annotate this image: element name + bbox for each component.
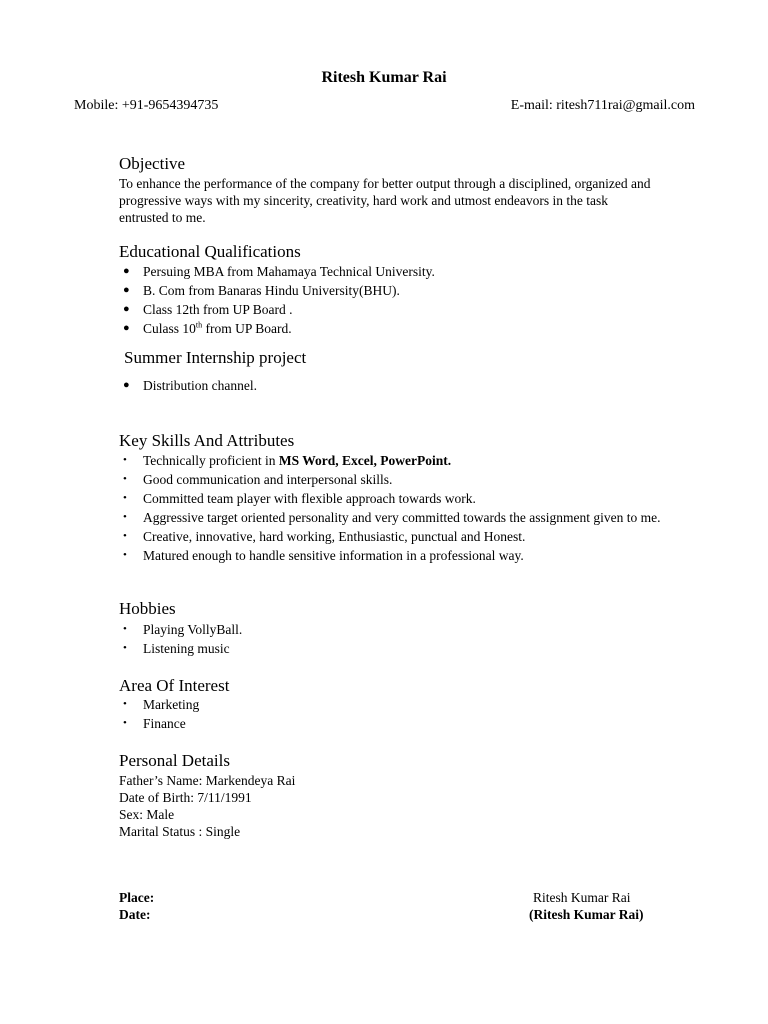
mobile-number: Mobile: +91-9654394735 xyxy=(74,98,219,113)
date-of-birth: Date of Birth: 7/11/1991 xyxy=(119,790,252,805)
list-item: • Matured enough to handle sensitive information in a professional way. xyxy=(123,548,524,563)
email-address: E-mail: ritesh711rai@gmail.com xyxy=(510,98,695,113)
candidate-name: Ritesh Kumar Rai xyxy=(321,69,447,86)
bullet-icon: • xyxy=(123,511,127,523)
date-label: Date: xyxy=(119,907,151,922)
education-list xyxy=(119,262,435,338)
bullet-icon: • xyxy=(123,623,127,635)
skills-heading: Key Skills And Attributes xyxy=(119,431,295,450)
interest-heading: Area Of Interest xyxy=(119,676,230,695)
list-item: ● Distribution channel. xyxy=(123,378,257,393)
bullet-icon: • xyxy=(123,454,127,466)
list-item: • Committed team player with flexible approach towards work. xyxy=(123,491,476,506)
personal-details xyxy=(119,772,295,840)
bullet-icon: • xyxy=(123,492,127,504)
objective-text: To enhance the performance of the company for better output through a disciplined, organized and progressive ways with my sincerity, creativity, hard work and utmost endeavors in the task entrusted to me. xyxy=(119,176,651,225)
signature-name: Ritesh Kumar Rai xyxy=(533,890,631,905)
skills-list xyxy=(119,451,699,565)
bullet-icon: • xyxy=(123,473,127,485)
hobbies-heading: Hobbies xyxy=(119,599,176,618)
father-name: Father’s Name: Markendeya Rai xyxy=(119,773,296,788)
internship-list xyxy=(119,376,257,395)
list-item: • Good communication and interpersonal skills. xyxy=(123,472,393,487)
bullet-icon: ● xyxy=(123,379,130,391)
list-item: • Finance xyxy=(123,716,186,731)
list-item: • Listening music xyxy=(123,641,230,656)
signature-bracket: (Ritesh Kumar Rai) xyxy=(529,907,644,922)
bullet-icon: ● xyxy=(123,322,130,334)
bullet-icon: • xyxy=(123,642,127,654)
internship-heading: Summer Internship project xyxy=(124,348,307,367)
list-item: • Technically proficient in MS Word, Excel, PowerPoint. xyxy=(123,453,452,468)
list-item: • Aggressive target oriented personality and very committed towards the assignment given to me. xyxy=(123,510,661,525)
list-item: ● Class 12th from UP Board . xyxy=(123,302,293,317)
place-label: Place: xyxy=(119,890,155,905)
personal-heading: Personal Details xyxy=(119,751,230,770)
interest-list xyxy=(119,695,199,733)
bullet-icon: • xyxy=(123,717,127,729)
list-item: ● Culass 10th from UP Board. xyxy=(123,320,292,336)
list-item: ● Persuing MBA from Mahamaya Technical University. xyxy=(123,264,435,279)
education-heading: Educational Qualifications xyxy=(119,242,301,261)
hobbies-list xyxy=(119,620,242,658)
bullet-icon: • xyxy=(123,698,127,710)
marital-status: Marital Status : Single xyxy=(119,824,241,839)
list-item: • Creative, innovative, hard working, Enthusiastic, punctual and Honest. xyxy=(123,529,526,544)
objective-heading: Objective xyxy=(119,154,186,173)
bullet-icon: • xyxy=(123,549,127,561)
list-item: • Marketing xyxy=(123,697,200,712)
bullet-icon: ● xyxy=(123,265,130,277)
list-item: • Playing VollyBall. xyxy=(123,622,243,637)
bullet-icon: ● xyxy=(123,303,130,315)
sex: Sex: Male xyxy=(119,807,175,822)
bullet-icon: ● xyxy=(123,284,130,296)
list-item: ● B. Com from Banaras Hindu University(BHU). xyxy=(123,283,400,298)
bullet-icon: • xyxy=(123,530,127,542)
